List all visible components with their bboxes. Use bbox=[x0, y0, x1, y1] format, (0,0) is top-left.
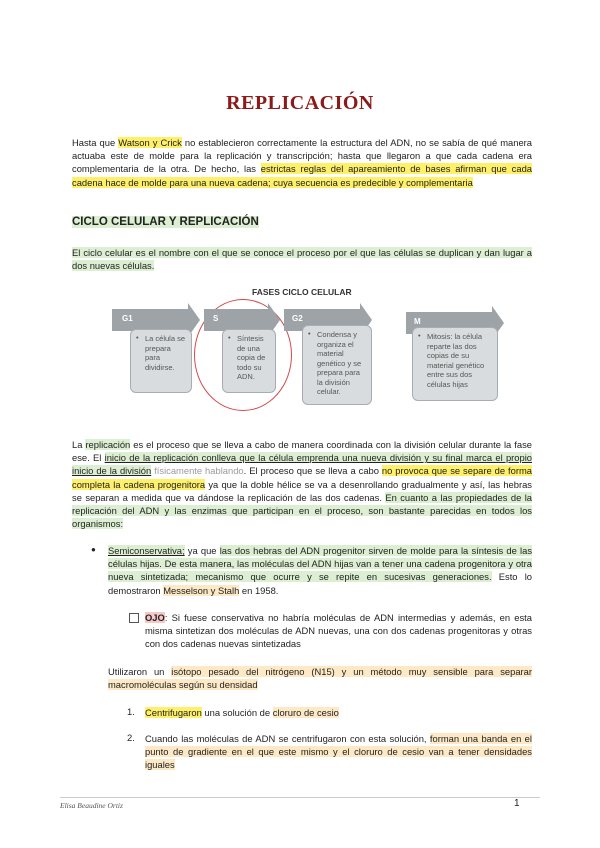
diagram-title: FASES CICLO CELULAR bbox=[252, 287, 352, 297]
step-number-2: 2. bbox=[127, 732, 135, 743]
intro-text-2: no establecieron correctamente la estructura del ADN, no se sabía de qué manera actuaba este de molde para la replicación y transcripción; hasta que llegaron a que cada cadena era complementaria de la otra. De hecho, las bbox=[72, 137, 533, 175]
footer-author: Elisa Beaudine Ortiz bbox=[60, 801, 123, 810]
phase-label-g1: G1 bbox=[122, 314, 133, 323]
step-1: Centrifugaron una solución de cloruro de cesio bbox=[145, 707, 339, 718]
intro-paragraph bbox=[72, 136, 532, 189]
semiconservative-bullet: Semiconservativa; ya que las dos hebras del ADN progenitor sirven de molde para la síntesis de las células hijas. De esta manera, las moléculas del ADN hijas van a tener una cadena progenitora y otra nueva sintetizada; mecanismo que ocurre y se repite en sucesivas generaciones. Esto lo demostraron Messelson y Stalh en 1958. bbox=[108, 545, 533, 596]
isotope-paragraph: Utilizaron un isótopo pesado del nitrógeno (N15) y un método muy sensible para separar macromoléculas según su densidad bbox=[108, 666, 532, 691]
phase-label-m: M bbox=[414, 317, 421, 326]
intro-highlight: estrictas reglas del apareamiento de bases afirman que cada cadena hace de molde para una nueva cadena; cuya secuencia es predecible y complementaria bbox=[72, 163, 532, 188]
step-number-1: 1. bbox=[127, 706, 135, 717]
cycle-definition: El ciclo celular es el nombre con el que se conoce el proceso por el que las células se duplican y dan lugar a dos nuevas células. bbox=[72, 247, 532, 272]
bullet-dot: ● bbox=[91, 545, 96, 554]
phase-card-m: • Mitosis: la célula reparte las dos copias de su material genético entre sus dos células hijas bbox=[412, 327, 498, 401]
phase-card-s: • Síntesis de una copia de todo su ADN. bbox=[222, 329, 276, 393]
step-2: Cuando las moléculas de ADN se centrifugaron con esta solución, forman una banda en el punto de gradiente en el que este mismo y el cloruro de cesio van a tener densidades iguales bbox=[145, 733, 532, 771]
note-paragraph: OJO: Si fuese conservativa no habría moléculas de ADN intermedias y además, en esta misma sintetizan dos moléculas de ADN nuevas, una con dos cadenas progenitoras y otras con dos cadenas nuevas sintetizadas bbox=[145, 612, 532, 650]
page-title: REPLICACIÓN bbox=[226, 92, 374, 114]
phase-label-s: S bbox=[213, 314, 219, 323]
phase-label-g2: G2 bbox=[292, 314, 303, 323]
phase-card-g1: • La célula se prepara para dividirse. bbox=[130, 329, 192, 393]
intro-names: Watson y Crick bbox=[118, 137, 182, 148]
page-number: 1 bbox=[514, 798, 520, 809]
phase-card-g2: • Condensa y organiza el material genético y se prepara para la división celular. bbox=[302, 325, 372, 405]
replication-paragraph: La replicación es el proceso que se lleva a cabo de manera coordinada con la división celular durante la fase ese. El inicio de la replicación conlleva que la célula emprenda una nueva división y su final marca el propio inicio de la división físicamente hablando. El proceso que se lleva a cabo no provoca que se separe de forma completa la cadena progenitora ya que la doble hélice se va a desenrollando gradualmente y así, las hebras se separan a medida que va dándose la replicación de las dos cadenas. En cuanto a las propiedades de la replicación del ADN y las enzimas que participan en el proceso, son bastante parecidas en todos los organismos: bbox=[72, 439, 533, 530]
note-checkbox[interactable] bbox=[129, 613, 139, 623]
section-heading: CICLO CELULAR Y REPLICACIÓN bbox=[72, 216, 259, 228]
footer-divider bbox=[60, 797, 540, 798]
cell-cycle-diagram bbox=[112, 287, 502, 412]
intro-text-1: Hasta que bbox=[72, 137, 119, 148]
